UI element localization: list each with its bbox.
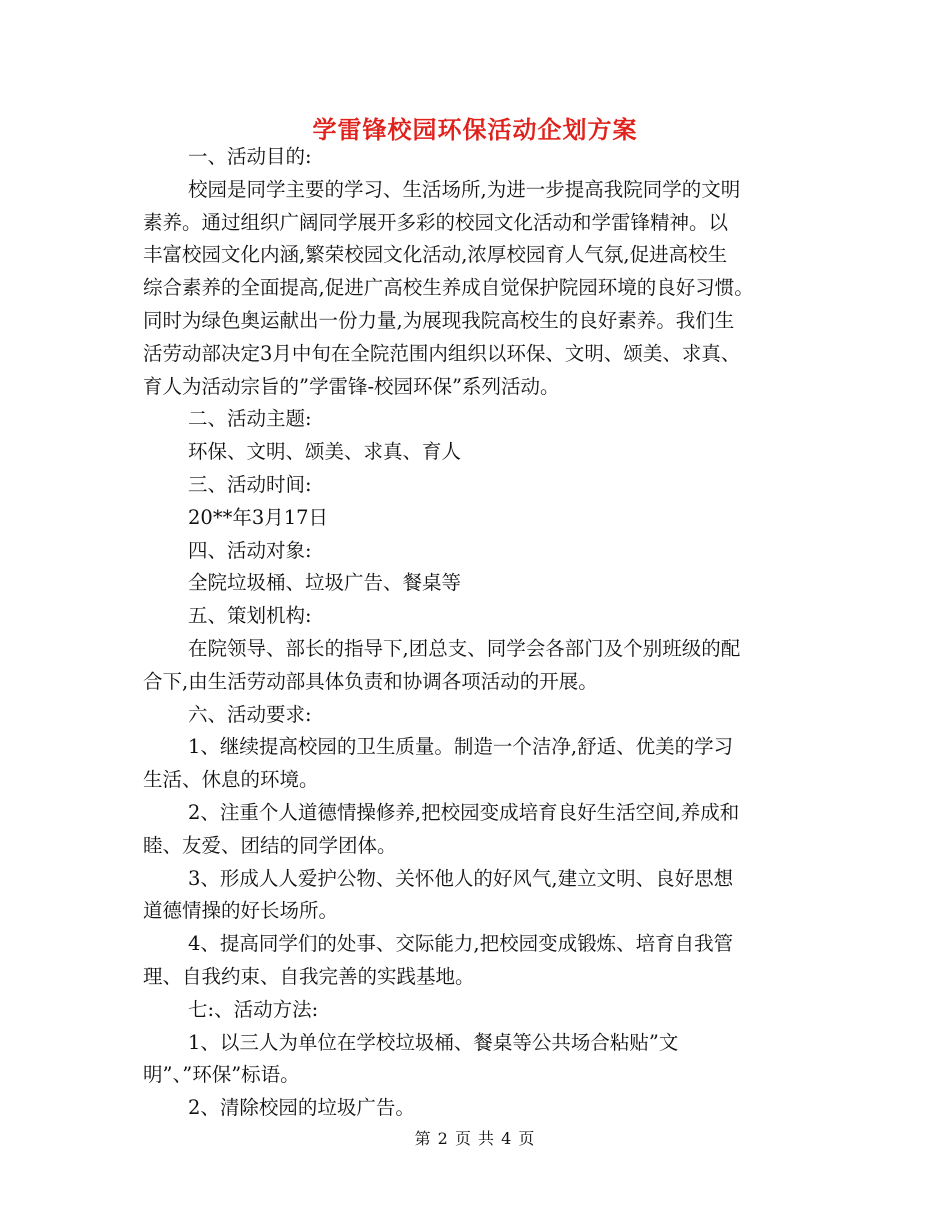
text-line: 3、形成人人爱护公物、关怀他人的好风气,建立文明、良好思想: [188, 866, 734, 890]
text-line: 2、注重个人道德情操修养,把校园变成培育良好生活空间,养成和: [188, 800, 740, 824]
text-line: 环保、文明、颂美、求真、育人: [188, 440, 462, 464]
text-line: 七:、活动方法:: [188, 997, 319, 1021]
text-line: 20**年3月17日: [188, 505, 329, 529]
text-line: 道德情操的好长场所。: [143, 899, 339, 923]
text-line: 育人为活动宗旨的”学雷锋-校园环保”系列活动。: [143, 374, 560, 398]
text-line: 一、活动目的:: [188, 145, 312, 168]
page-footer: 第 2 页 共 4 页: [414, 1129, 536, 1148]
text-line: 理、自我约束、自我完善的实践基地。: [143, 964, 475, 988]
text-line: 明”、”环保”标语。: [143, 1063, 300, 1087]
text-line: 综合素养的全面提高,促进广高校生养成自觉保护院园环境的良好习惯。: [143, 276, 754, 300]
document-title: 学雷锋校园环保活动企划方案: [312, 116, 638, 144]
text-line: 1、以三人为单位在学校垃圾桶、餐桌等公共场合粘贴”文: [188, 1030, 679, 1054]
text-line: 全院垃圾桶、垃圾广告、餐桌等: [188, 571, 462, 595]
text-line: 三、活动时间:: [188, 472, 312, 496]
text-line: 四、活动对象:: [188, 538, 312, 562]
text-line: 活劳动部决定3月中旬在全院范围内组织以环保、文明、颂美、求真、: [143, 341, 741, 365]
text-line: 2、清除校园的垃圾广告。: [188, 1096, 415, 1120]
text-line: 在院领导、部长的指导下,团总支、同学会各部门及个别班级的配: [188, 636, 741, 660]
text-line: 4、提高同学们的处事、交际能力,把校园变成锻炼、培育自我管: [188, 932, 734, 956]
text-line: 校园是同学主要的学习、生活场所,为进一步提高我院同学的文明: [188, 177, 741, 201]
text-line: 二、活动主题:: [188, 407, 312, 431]
text-line: 睦、友爱、团结的同学团体。: [143, 833, 397, 857]
text-line: 素养。通过组织广阔同学展开多彩的校园文化活动和学雷锋精神。以: [143, 210, 729, 234]
text-line: 生活、休息的环境。: [143, 768, 319, 792]
text-line: 1、继续提高校园的卫生质量。制造一个洁净,舒适、优美的学习: [188, 735, 734, 759]
document-body: [143, 141, 823, 1125]
text-line: 六、活动要求:: [188, 702, 312, 726]
text-line: 丰富校园文化内涵,繁荣校园文化活动,浓厚校园育人气氛,促进高校生: [143, 243, 728, 267]
text-line: 同时为绿色奥运献出一份力量,为展现我院高校生的良好素养。我们生: [143, 308, 735, 332]
text-line: 五、策划机构:: [188, 604, 312, 628]
text-line: 合下,由生活劳动部具体负责和协调各项活动的开展。: [143, 669, 598, 693]
